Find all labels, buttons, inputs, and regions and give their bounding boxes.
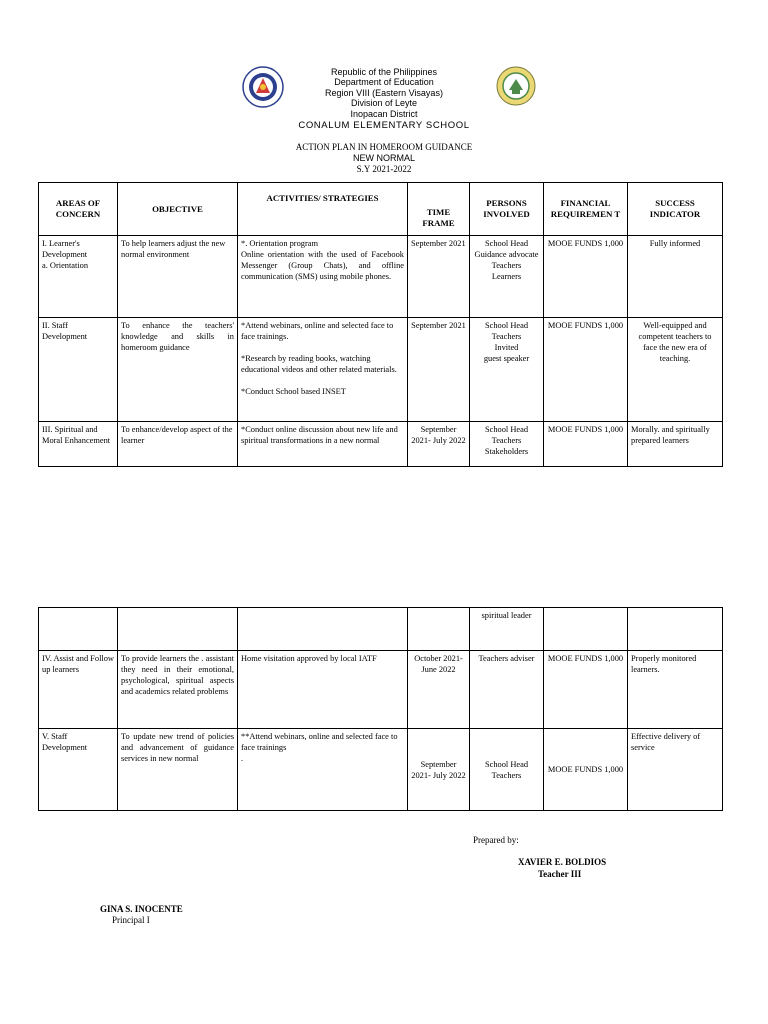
table-row bbox=[39, 729, 723, 811]
document-title: ACTION PLAN IN HOMEROOM GUIDANCE bbox=[295, 142, 473, 152]
financial-cell: MOOE FUNDS 1,000 bbox=[544, 422, 628, 467]
financial-cell: MOOE FUNDS 1,000 bbox=[544, 729, 628, 811]
table-row bbox=[39, 651, 723, 729]
persons-cell: School Head Teachers Invited guest speaker bbox=[470, 318, 544, 422]
financial-cell: MOOE FUNDS 1,000 bbox=[544, 318, 628, 422]
header-line: Republic of the Philippines bbox=[330, 67, 438, 77]
persons-cell: School Head Teachers Stakeholders bbox=[470, 422, 544, 467]
objective-cell: To enhance the teachers' knowledge and skills in homeroom guidance bbox=[118, 318, 238, 422]
document-subtitle: NEW NORMAL bbox=[352, 153, 415, 163]
indicator-cell bbox=[628, 608, 723, 651]
objective-cell: To enhance/develop aspect of the learner bbox=[118, 422, 238, 467]
objective-cell: To update new trend of policies and advancement of guidance services in new normal bbox=[118, 729, 238, 811]
area-cell: III. Spiritual and Moral Enhancement bbox=[39, 422, 118, 467]
financial-cell bbox=[544, 608, 628, 651]
principal-title: Principal I bbox=[112, 915, 150, 925]
action-plan-table-continued bbox=[38, 607, 723, 811]
principal-name: GINA S. INOCENTE bbox=[100, 904, 183, 914]
area-cell: V. Staff Development bbox=[39, 729, 118, 811]
objective-cell: To provide learners the . assistant they need in their emotional, psychological, spiritual aspects and academics related problems bbox=[118, 651, 238, 729]
column-header: ACTIVITIES/ STRATEGIES bbox=[238, 183, 408, 236]
indicator-cell: Fully informed bbox=[628, 236, 723, 318]
time-cell: September 2021 bbox=[408, 318, 470, 422]
financial-cell: MOOE FUNDS 1,000 bbox=[544, 651, 628, 729]
persons-cell: School Head Teachers bbox=[470, 729, 544, 811]
objective-cell bbox=[118, 608, 238, 651]
table-header-row bbox=[39, 183, 723, 236]
time-cell: September 2021- July 2022 bbox=[408, 422, 470, 467]
header-line: Region VIII (Eastern Visayas) bbox=[325, 88, 443, 98]
objective-cell: To help learners adjust the new normal environment bbox=[118, 236, 238, 318]
financial-cell: MOOE FUNDS 1,000 bbox=[544, 236, 628, 318]
action-plan-table bbox=[38, 182, 723, 467]
activities-cell: *. Orientation program Online orientation with the used of Facebook Messenger (Group Chats), and offline communication (SMS) using mobile phones. bbox=[238, 236, 408, 318]
activities-cell: **Attend webinars, online and selected face to face trainings . bbox=[238, 729, 408, 811]
table-row bbox=[39, 422, 723, 467]
persons-cell: spiritual leader bbox=[470, 608, 544, 651]
area-cell bbox=[39, 608, 118, 651]
table-row bbox=[39, 608, 723, 651]
column-header: AREAS OF CONCERN bbox=[39, 183, 118, 236]
column-header: TIME FRAME bbox=[408, 183, 470, 236]
school-year: S.Y 2021-2022 bbox=[356, 164, 412, 174]
table-row bbox=[39, 236, 723, 318]
column-header: FINANCIAL REQUIREMEN T bbox=[544, 183, 628, 236]
header-line: Inopacan District bbox=[350, 109, 418, 119]
activities-cell: *Conduct online discussion about new life and spiritual transformations in a new normal bbox=[238, 422, 408, 467]
preparer-title: Teacher III bbox=[538, 869, 582, 879]
area-cell: II. Staff Development bbox=[39, 318, 118, 422]
column-header: PERSONS INVOLVED bbox=[470, 183, 544, 236]
activities-cell bbox=[238, 608, 408, 651]
indicator-cell: Properly monitored learners. bbox=[628, 651, 723, 729]
school-name: CONALUM ELEMENTARY SCHOOL bbox=[298, 120, 470, 131]
indicator-cell: Morally. and spiritually prepared learners bbox=[628, 422, 723, 467]
preparer-name: XAVIER E. BOLDIOS bbox=[518, 857, 607, 867]
indicator-cell: Effective delivery of service bbox=[628, 729, 723, 811]
area-cell: IV. Assist and Follow up learners bbox=[39, 651, 118, 729]
persons-cell: School Head Guidance advocate Teachers Learners bbox=[470, 236, 544, 318]
time-cell: October 2021- June 2022 bbox=[408, 651, 470, 729]
header-line: Division of Leyte bbox=[350, 98, 418, 108]
activities-cell: Home visitation approved by local IATF bbox=[238, 651, 408, 729]
indicator-cell: Well-equipped and competent teachers to face the new era of teaching. bbox=[628, 318, 723, 422]
persons-cell: Teachers adviser bbox=[470, 651, 544, 729]
activities-cell: *Attend webinars, online and selected face to face trainings. *Research by reading books, watching educational videos and other related materials. *Conduct School based INSET bbox=[238, 318, 408, 422]
time-cell: September 2021- July 2022 bbox=[408, 729, 470, 811]
column-header: OBJECTIVE bbox=[118, 183, 238, 236]
table-row bbox=[39, 318, 723, 422]
time-cell: September 2021 bbox=[408, 236, 470, 318]
area-cell: I. Learner's Development a. Orientation bbox=[39, 236, 118, 318]
time-cell bbox=[408, 608, 470, 651]
column-header: SUCCESS INDICATOR bbox=[628, 183, 723, 236]
header-line: Department of Education bbox=[334, 77, 434, 87]
prepared-by-label: Prepared by: bbox=[473, 835, 519, 845]
